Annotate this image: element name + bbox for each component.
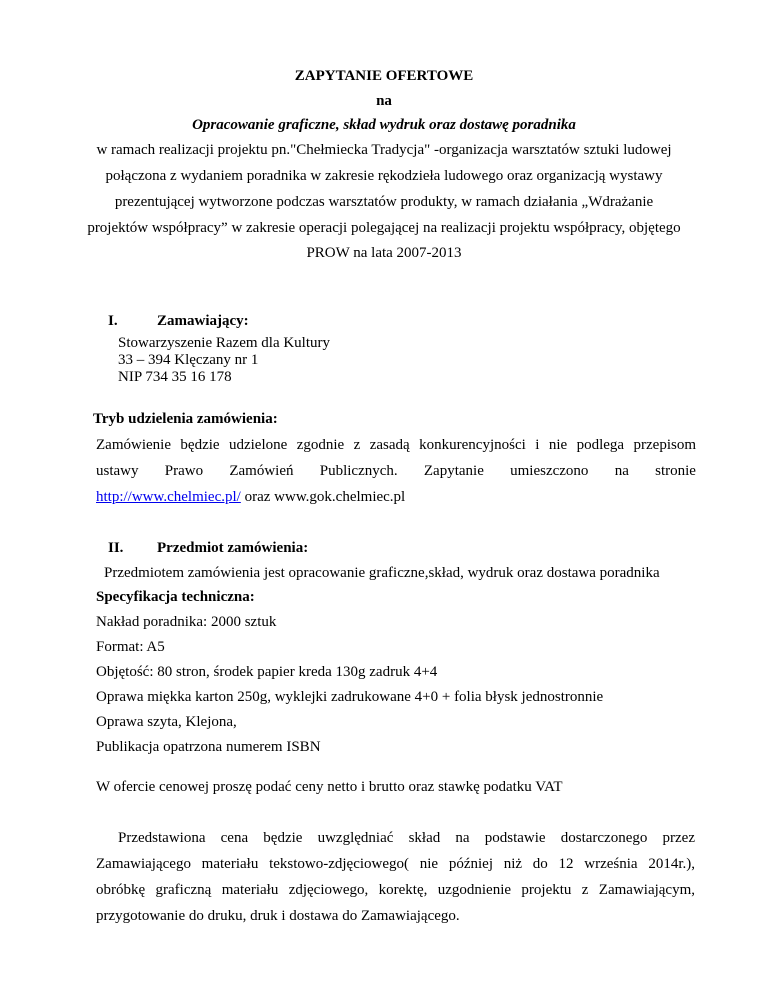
header-line-5: PROW na lata 2007-2013 bbox=[306, 245, 462, 261]
title-connector: na bbox=[376, 93, 392, 109]
header-line-3: prezentującej wytworzone podczas warsztatów produkty, w ramach działania „Wdrażanie bbox=[114, 194, 654, 210]
final-line-4: przygotowanie do druku, druk i dostawa do Zamawiającego. bbox=[96, 908, 460, 924]
procedure-word: Prawo bbox=[164, 463, 204, 479]
spec-item: Publikacja opatrzona numerem ISBN bbox=[96, 739, 321, 755]
procedure-line-2 bbox=[96, 463, 696, 480]
header-line-1: w ramach realizacji projektu pn."Chełmiecka Tradycja" -organizacja warsztatów sztuki ludowej bbox=[96, 142, 672, 158]
procedure-word: umieszczono bbox=[510, 463, 589, 479]
website-link[interactable]: http://www.chelmiec.pl/ bbox=[96, 489, 241, 505]
procedure-word: stronie bbox=[655, 463, 696, 479]
document-title: ZAPYTANIE OFERTOWE bbox=[294, 68, 474, 84]
subject-intro: Przedmiotem zamówienia jest opracowanie graficzne,skład, wydruk oraz dostawa poradnika bbox=[104, 565, 660, 581]
section-1-heading: Zamawiający: bbox=[157, 313, 249, 329]
final-line-2: Zamawiającego materiału tekstowo-zdjęciowego( nie później niż do 12 września 2014r.), bbox=[96, 856, 695, 872]
procedure-word: Publicznych. bbox=[319, 463, 398, 479]
procedure-word: Zapytanie bbox=[423, 463, 484, 479]
final-line-1: Przedstawiona cena będzie uwzględniać skład na podstawie dostarczonego przez bbox=[118, 830, 695, 846]
document-subject: Opracowanie graficzne, skład wydruk oraz dostawę poradnika bbox=[192, 117, 576, 133]
procedure-word: Zamówień bbox=[229, 463, 294, 479]
spec-item: Oprawa szyta, Klejona, bbox=[96, 714, 237, 730]
procedure-heading: Tryb udzielenia zamówienia: bbox=[93, 411, 278, 427]
section-2-number: II. bbox=[108, 540, 124, 556]
vat-note: W ofercie cenowej proszę podać ceny netto i brutto oraz stawkę podatku VAT bbox=[96, 779, 563, 795]
website-text: oraz www.gok.chelmiec.pl bbox=[240, 489, 406, 505]
spec-heading: Specyfikacja techniczna: bbox=[96, 589, 255, 605]
procedure-word: na bbox=[614, 463, 629, 479]
procedure-line-3 bbox=[96, 489, 405, 506]
header-line-2: połączona z wydaniem poradnika w zakresie rękodzieła ludowego oraz organizacją wystawy bbox=[105, 168, 663, 184]
spec-item: Oprawa miękka karton 250g, wyklejki zadrukowane 4+0 + folia błysk jednostronnie bbox=[96, 689, 604, 705]
final-line-3: obróbkę graficzną materiału zdjęciowego, korektę, uzgodnienie projektu z Zamawiającym, bbox=[96, 882, 695, 898]
orderer-nip: NIP 734 35 16 178 bbox=[118, 369, 232, 385]
spec-item: Nakład poradnika: 2000 sztuk bbox=[96, 614, 277, 630]
header-line-4: projektów współpracy” w zakresie operacji polegającej na realizacji projektu współpracy, objętego bbox=[87, 220, 681, 236]
spec-item: Objętość: 80 stron, środek papier kreda 130g zadruk 4+4 bbox=[96, 664, 438, 680]
section-2-heading: Przedmiot zamówienia: bbox=[157, 540, 309, 556]
section-1-number: I. bbox=[108, 313, 118, 329]
procedure-word: ustawy bbox=[96, 463, 139, 479]
spec-item: Format: A5 bbox=[96, 639, 165, 655]
orderer-name: Stowarzyszenie Razem dla Kultury bbox=[118, 335, 331, 351]
procedure-line-1: Zamówienie będzie udzielone zgodnie z zasadą konkurencyjności i nie podlega przepisom bbox=[96, 437, 696, 453]
orderer-address: 33 – 394 Klęczany nr 1 bbox=[118, 352, 259, 368]
